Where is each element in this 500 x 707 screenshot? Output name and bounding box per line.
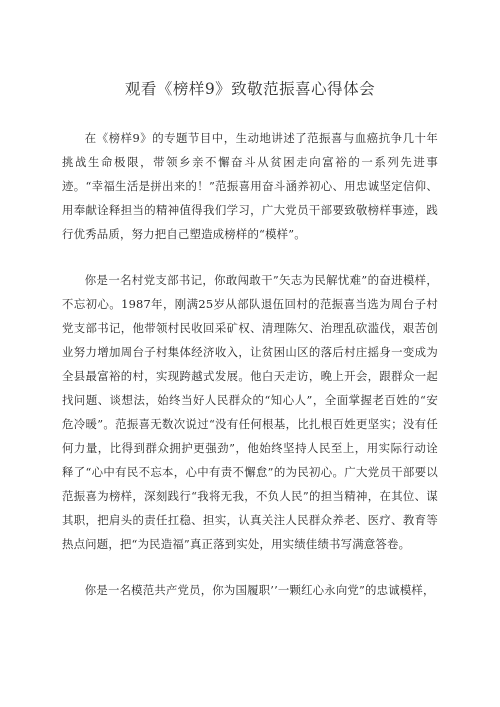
paragraph-model-member: 你是一名模范共产党员，你为国履职’’一颗红心永向党”的忠诚模样， — [84, 583, 435, 597]
paragraph-village-secretary: 你是一名村党支部书记，你敢闯敢干”矢志为民解忧难”的奋进模样，不忘初心。1987年，刚满25岁从部队退伍回村的范振喜当选为周台子村党支部书记，他带领村民收回采矿权、清理陈欠、治理乱砍滥伐，艰苦创业努力增加周台子村集体经济收入，让贫困山区的落后村庄摇身一变成为全县最富裕的村，实现跨越式发展。他白天走访，晚上开会，跟群众一起找问题、谈想法，始终当好人民群众的“知心人”，全面掌握老百姓的“安危冷暖”。范振喜无数次说过“没有任何根基，比扎根百姓更坚实；没有任何力量，比得到群众拥护更强劲”，他始终坚持人民至上，用实际行动诠释了“心中有民不忘本，心中有责不懈怠”的为民初心。广大党员干部要以范振喜为榜样，深刻践行“我将无我，不负人民”的担当精神，在其位、谋其职，把肩头的责任扛稳、担实，认真关注人民群众养老、医疗、教育等热点问题，把“为民造福”真正落到实处，用实绩佳绩书写满意答卷。 — [62, 273, 438, 551]
document-title: 观看《榜样9》致敬范振喜心得体会 — [124, 80, 376, 98]
paragraph-intro: 在《榜样9》的专题节目中，生动地讲述了范振喜与血癌抗争几十年挑战生命极限，带领乡亲不懈奋斗从贫困走向富裕的一系列先进事迹。“幸福生活是拼出来的！”范振喜用奋斗涵养初心、用忠诚坚定信仰、用奉献诠释担当的精神值得我们学习，广大党员干部要致敬榜样事迹，践行优秀品质，努力把自己塑造成榜样的“模样”。 — [62, 131, 438, 241]
